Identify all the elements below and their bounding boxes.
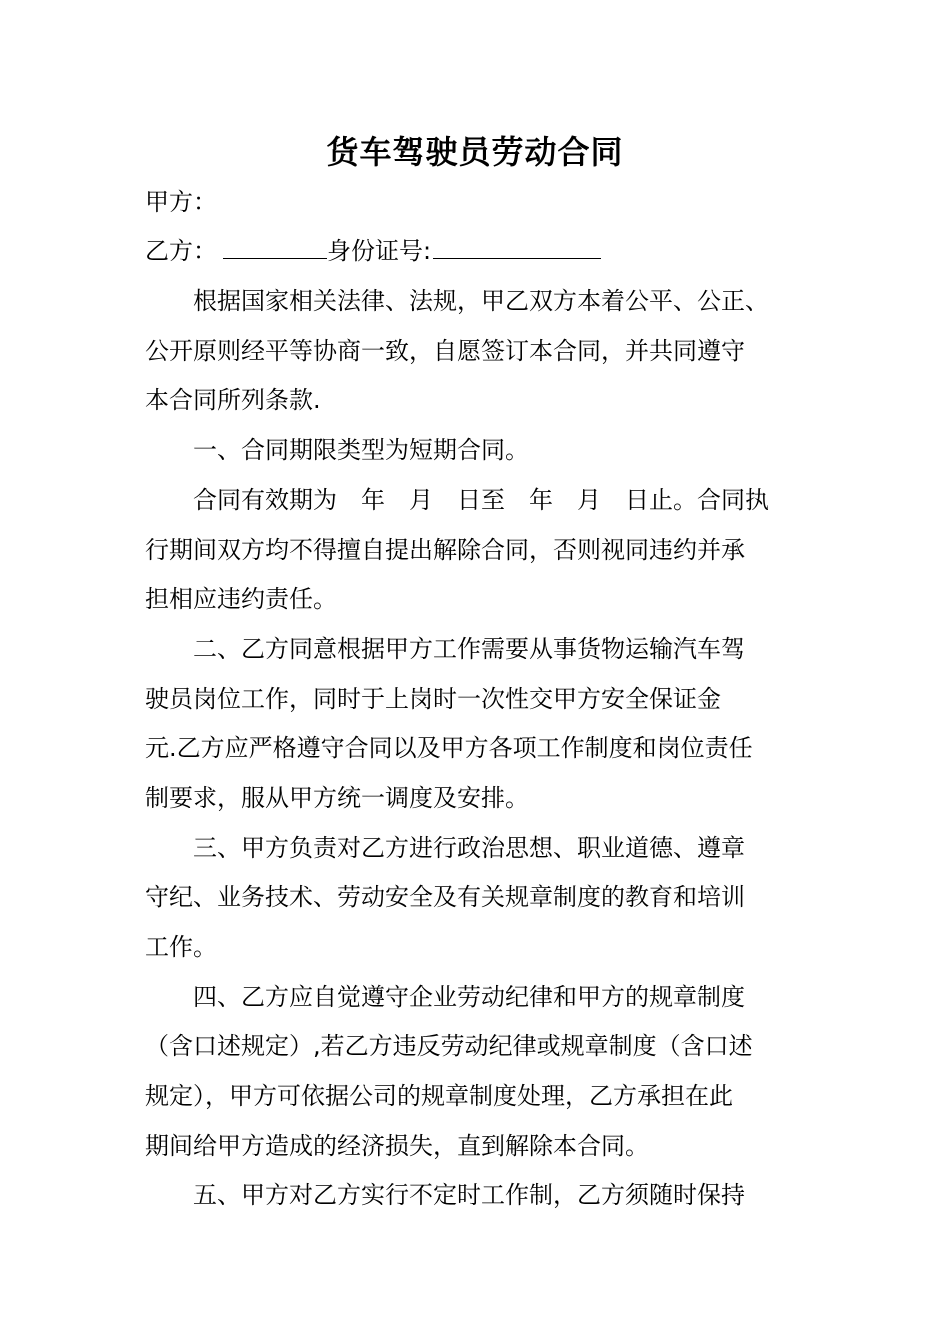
clause-4-line: 四、乙方应自觉遵守企业劳动纪律和甲方的规章制度: [145, 983, 745, 1011]
document-title: 货车驾驶员劳动合同: [326, 133, 624, 171]
term-start-text: 合同有效期为: [145, 486, 337, 514]
clause-2-line: 制要求，服从甲方统一调度及安排。: [145, 784, 529, 812]
clause-2-line: 元.乙方应严格遵守合同以及甲方各项工作制度和岗位责任: [145, 734, 753, 762]
term-month-2: 月: [577, 486, 601, 514]
party-b-name-blank: [223, 234, 327, 259]
id-number-blank: [433, 234, 601, 259]
clause-4-line: 期间给甲方造成的经济损失，直到解除本合同。: [145, 1132, 649, 1160]
clause-2-line: 驶员岗位工作，同时于上岗时一次性交甲方安全保证金: [145, 685, 721, 713]
clause-2-line: 二、乙方同意根据甲方工作需要从事货物运输汽车驾: [145, 635, 745, 663]
clause-1-body-line: 担相应违约责任。: [145, 585, 337, 613]
id-number-label: 身份证号:: [327, 237, 432, 265]
term-month-1: 月: [409, 486, 433, 514]
clause-3-line: 守纪、业务技术、劳动安全及有关规章制度的教育和培训: [145, 883, 745, 911]
clause-4-line: 规定），甲方可依据公司的规章制度处理，乙方承担在此: [145, 1082, 733, 1110]
party-b-line: [145, 234, 601, 268]
term-year-1: 年: [361, 486, 385, 514]
term-day-1: 日至: [457, 486, 505, 514]
clause-5-line: 五、甲方对乙方实行不定时工作制，乙方须随时保持: [145, 1181, 745, 1209]
clause-1-body-line: 行期间双方均不得擅自提出解除合同，否则视同违约并承: [145, 536, 745, 564]
intro-line: 本合同所列条款.: [145, 386, 321, 414]
intro-line: 根据国家相关法律、法规，甲乙双方本着公平、公正、: [145, 287, 769, 315]
clause-4-line: （含口述规定）,若乙方违反劳动纪律或规章制度（含口述: [145, 1032, 753, 1060]
party-b-label: 乙方：: [145, 237, 217, 265]
contract-term-line: [145, 483, 769, 517]
party-a-line: [145, 185, 217, 219]
term-year-2: 年: [529, 486, 553, 514]
intro-line: 公开原则经平等协商一致，自愿签订本合同，并共同遵守: [145, 337, 745, 365]
clause-1-title: 一、合同期限类型为短期合同。: [145, 436, 529, 464]
clause-3-line: 三、甲方负责对乙方进行政治思想、职业道德、遵章: [145, 834, 745, 862]
party-a-label: 甲方：: [145, 188, 217, 216]
clause-3-line: 工作。: [145, 933, 217, 961]
term-day-2: 日止。合同执: [625, 486, 769, 514]
